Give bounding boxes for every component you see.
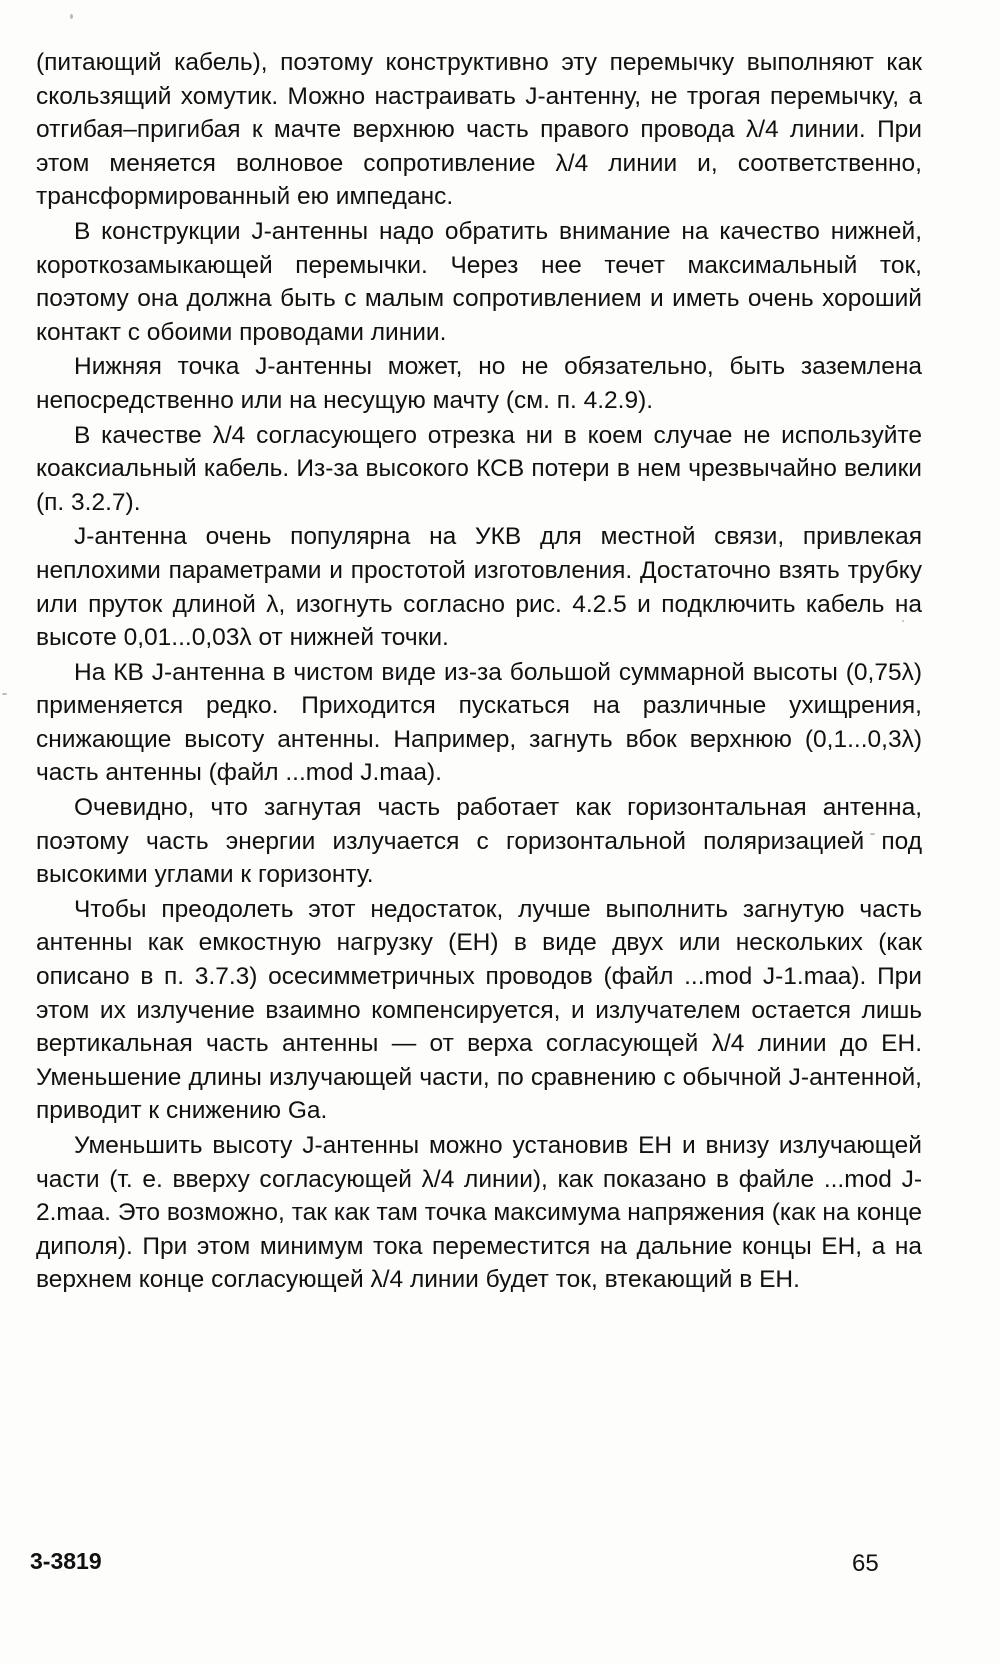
paragraph: Очевидно, что загнутая часть работает как горизонтальная антенна, поэтому часть энергии излучается с горизонтальной поляризацией под высокими углами к горизонту. xyxy=(36,794,922,889)
paragraph: В конструкции J-антенны надо обратить внимание на качество нижней, короткозамыкающей перемычки. Через нее течет максимальный ток, поэтому она должна быть с малым сопротивлением и иметь очень хороший контакт с обоими проводами линии. xyxy=(36,217,922,346)
scan-speck xyxy=(70,14,73,19)
paragraph: На КВ J-антенна в чистом виде из-за большой суммарной высоты (0,75λ) применяется редко. Приходится пускаться на различные ухищрения, снижающие высоту антенны. Например, загнуть вбок верхнюю (0,1...0,3λ) часть антенны (файл ...mod J.maa). xyxy=(36,658,922,787)
paragraph: Чтобы преодолеть этот недостаток, лучше выполнить загнутую часть антенны как емкостную нагрузку (ЕН) в виде двух или нескольких (как описано в п. 3.7.3) осесимметричных проводов (файл ...mod J-1.maa). При этом их излучение взаимно компенсируется, и излучателем остается лишь вертикальная часть антенны — от верха согласующей λ/4 линии до ЕН. Уменьшение длины излучающей части, по сравнению с обычной J-антенной, приводит к снижению Ga. xyxy=(36,895,922,1125)
paragraph: В качестве λ/4 согласующего отрезка ни в коем случае не используйте коаксиальный кабель. Из-за высокого КСВ потери в нем чрезвычайно велики (п. 3.2.7). xyxy=(36,421,922,516)
paragraph: Нижняя точка J-антенны может, но не обязательно, быть заземлена непосредственно или на несущую мачту (см. п. 4.2.9). xyxy=(36,353,922,414)
paragraph: Уменьшить высоту J-антенны можно установив ЕН и внизу излучающей части (т. е. вверху согласующей λ/4 линии), как показано в файле ...mod J-2.maa. Это возможно, так как там точка максимума напряжения (как на конце диполя). При этом минимум тока переместится на дальние концы ЕН, а на верхнем конце согласующей λ/4 линии будет ток, втекающий в ЕН. xyxy=(36,1132,922,1294)
scan-speck xyxy=(2,693,7,695)
page-number: 65 xyxy=(852,1550,879,1577)
body-text xyxy=(36,46,922,1297)
paragraph: (питающий кабель), поэтому конструктивно эту перемычку выполняют как скользящий хомутик. Можно настраивать J-антенну, не трогая перемычку, а отгибая–пригибая к мачте верхнюю часть правого провода λ/4 линии. При этом меняется волновое сопротивление λ/4 линии и, соответственно, трансформированный ею импеданс. xyxy=(36,49,922,211)
print-order-code: 3-3819 xyxy=(30,1548,102,1574)
paragraph: J-антенна очень популярна на УКВ для местной связи, привлекая неплохими параметрами и простотой изготовления. Достаточно взять трубку или пруток длиной λ, изогнуть согласно рис. 4.2.5 и подключить кабель на высоте 0,01...0,03λ от нижней точки. xyxy=(36,523,922,652)
